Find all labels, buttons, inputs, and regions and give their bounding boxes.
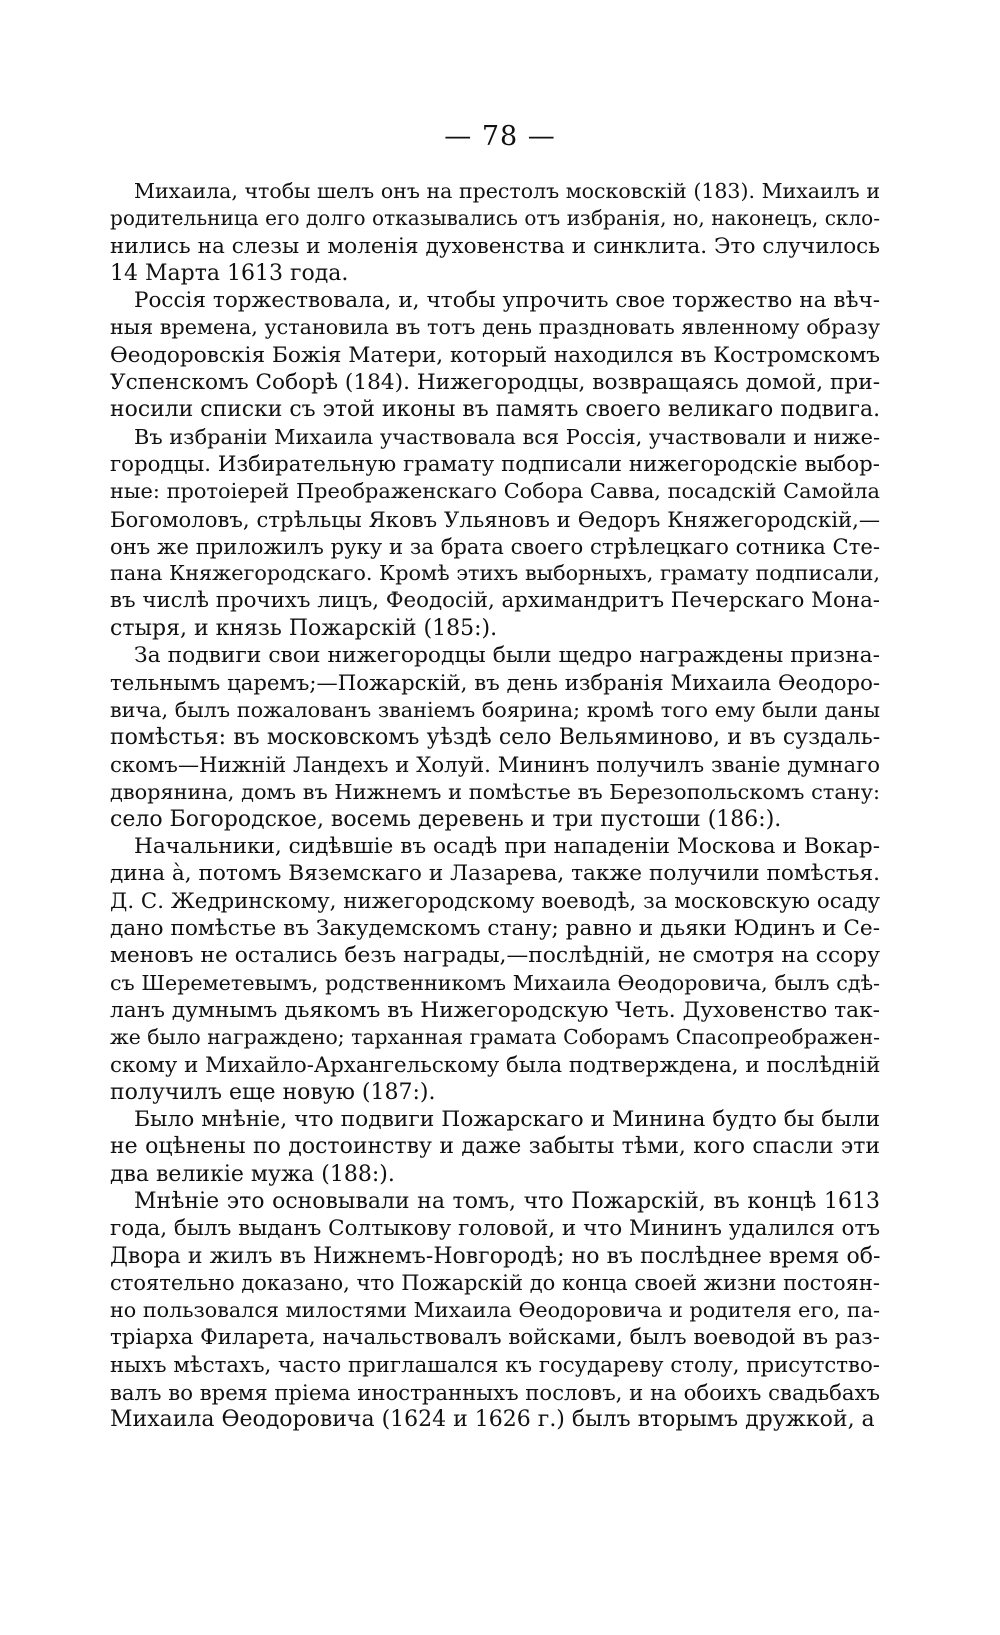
text-line: дворянина, домъ въ Нижнемъ и помѣстье въ Березопольскомъ стану: <box>110 779 880 804</box>
page-number: — 78 — <box>444 121 556 152</box>
text-line: тельнымъ царемъ;—Пожарскій, въ день избранія Михаила Ѳеодоро- <box>110 670 880 696</box>
text-line: пана Княжегородскаго. Кромѣ этихъ выборныхъ, грамату подписали, <box>110 561 880 586</box>
text-line: въ числѣ прочихъ лицъ, Феодосій, архимандритъ Печерскаго Мона- <box>110 588 880 614</box>
text-line: городцы. Избирательную грамату подписали нижегородскіе выбор- <box>110 451 880 477</box>
text-line: же было награждено; тарханная грамата Соборамъ Спасопреображен- <box>110 1025 880 1050</box>
text-line: дано помѣстье въ Закудемскомъ стану; равно и дьяки Юдинъ и Се- <box>110 916 880 942</box>
text-line: Успенскомъ Соборѣ (184). Нижегородцы, возвращаясь домой, при- <box>110 370 880 396</box>
paragraph <box>110 424 880 642</box>
text-line: село Богородское, восемь деревень и три пустоши (186:). <box>110 806 782 832</box>
text-line: ныя времена, установила въ тотъ день праздновать явленному образу <box>110 315 880 340</box>
text-line: За подвиги свои нижегородцы были щедро награждены призна- <box>134 643 880 669</box>
body-text <box>110 178 880 1434</box>
text-line: Ѳеодоровскія Божія Матери, который находился въ Костромскомъ <box>110 342 881 368</box>
text-line: ные: протоіерей Преображенскаго Собора Савва, посадскій Самойла <box>110 479 880 504</box>
paragraph <box>110 1188 880 1434</box>
text-line: меновъ не остались безъ награды,—послѣдній, не смотря на ссору <box>110 943 880 969</box>
text-line: Двора и жилъ въ Нижнемъ-Новгородѣ; но въ послѣднее время об- <box>110 1243 881 1269</box>
text-line: родительница его долго отказывались отъ избранія, но, наконецъ, скло- <box>110 206 880 231</box>
text-line: ланъ думнымъ дьякомъ въ Нижегородскую Четь. Духовенство так- <box>110 997 880 1023</box>
paragraph <box>110 642 880 833</box>
text-line: онъ же приложилъ руку и за брата своего стрѣлецкаго сотника Сте- <box>110 533 880 559</box>
text-line: валъ во время пріема иностранныхъ пословъ, и на обоихъ свадьбахъ <box>110 1380 880 1406</box>
text-line: носили списки съ этой иконы въ память своего великаго подвига. <box>110 397 881 423</box>
text-line: Богомоловъ, стрѣльцы Яковъ Ульяновъ и Ѳедоръ Княжегородскій,— <box>110 506 880 532</box>
text-line: Въ избраніи Михаила участвовала вся Россія, участвовали и нижe- <box>134 424 880 449</box>
text-line: Михаила, чтобы шелъ онъ на престолъ московскій (183). Михаилъ и <box>134 179 880 203</box>
text-line: нились на слезы и моленія духовенства и синклита. Это случилось <box>110 233 880 259</box>
text-line: не оцѣнены по достоинству и даже забыты тѣми, кого спасли эти <box>110 1134 881 1160</box>
text-line: Михаила Ѳеодоровича (1624 и 1626 г.) былъ вторымъ дружкой, а <box>110 1407 875 1433</box>
text-line: помѣстья: въ московскомъ уѣздѣ село Вельяминово, и въ суздаль- <box>110 724 881 750</box>
text-line: ныхъ мѣстахъ, часто приглашался къ государеву столу, присутство- <box>110 1352 880 1378</box>
text-line: стыря, и князь Пожарскій (185:). <box>110 615 498 641</box>
text-line: съ Шереметевымъ, родственникомъ Михаила Ѳеодоровича, былъ сдѣ- <box>110 970 880 995</box>
text-line: скомъ—Нижній Ландехъ и Холуй. Мининъ получилъ званіе думнаго <box>110 752 880 778</box>
text-line: Начальники, сидѣвшіе въ осадѣ при нападеніи Москова и Вокар- <box>134 834 880 860</box>
text-line: года, былъ выданъ Солтыкову головой, и что Мининъ удалился отъ <box>110 1216 880 1242</box>
text-line: скому и Михайло-Архангельскому была подтверждена, и послѣдній <box>110 1052 881 1078</box>
text-line: стоятельно доказано, что Пожарскій до конца своей жизни постоян- <box>110 1270 880 1295</box>
text-line: два великіе мужа (188:). <box>110 1161 395 1187</box>
text-line: Россія торжествовала, и, чтобы упрочить свое торжество на вѣч- <box>134 288 880 314</box>
text-line: Д. С. Жедринскому, нижегородскому воеводѣ, за московскую осаду <box>110 888 880 914</box>
text-line: 14 Марта 1613 года. <box>110 260 349 286</box>
text-line: Мнѣніе это основывали на томъ, что Пожарскій, въ концѣ 1613 <box>134 1188 880 1214</box>
text-line: тріарха Филарета, начальствовалъ войсками, былъ воеводой въ раз- <box>110 1325 880 1351</box>
paragraph <box>110 1106 880 1188</box>
text-line: дина а̀, потомъ Вяземскаго и Лазарева, также получили помѣстья. <box>110 861 880 887</box>
text-line: получилъ еще новую (187:). <box>110 1079 436 1105</box>
paragraph <box>110 287 880 423</box>
text-line: вича, былъ пожалованъ званіемъ боярина; кромѣ того ему были даны <box>110 697 880 722</box>
text-line: но пользовался милостями Михаила Ѳеодоровича и родителя его, па- <box>110 1298 880 1323</box>
paragraph <box>110 178 880 287</box>
paragraph <box>110 833 880 1106</box>
text-line: Было мнѣніе, что подвиги Пожарскаго и Минина будто бы были <box>134 1107 880 1133</box>
